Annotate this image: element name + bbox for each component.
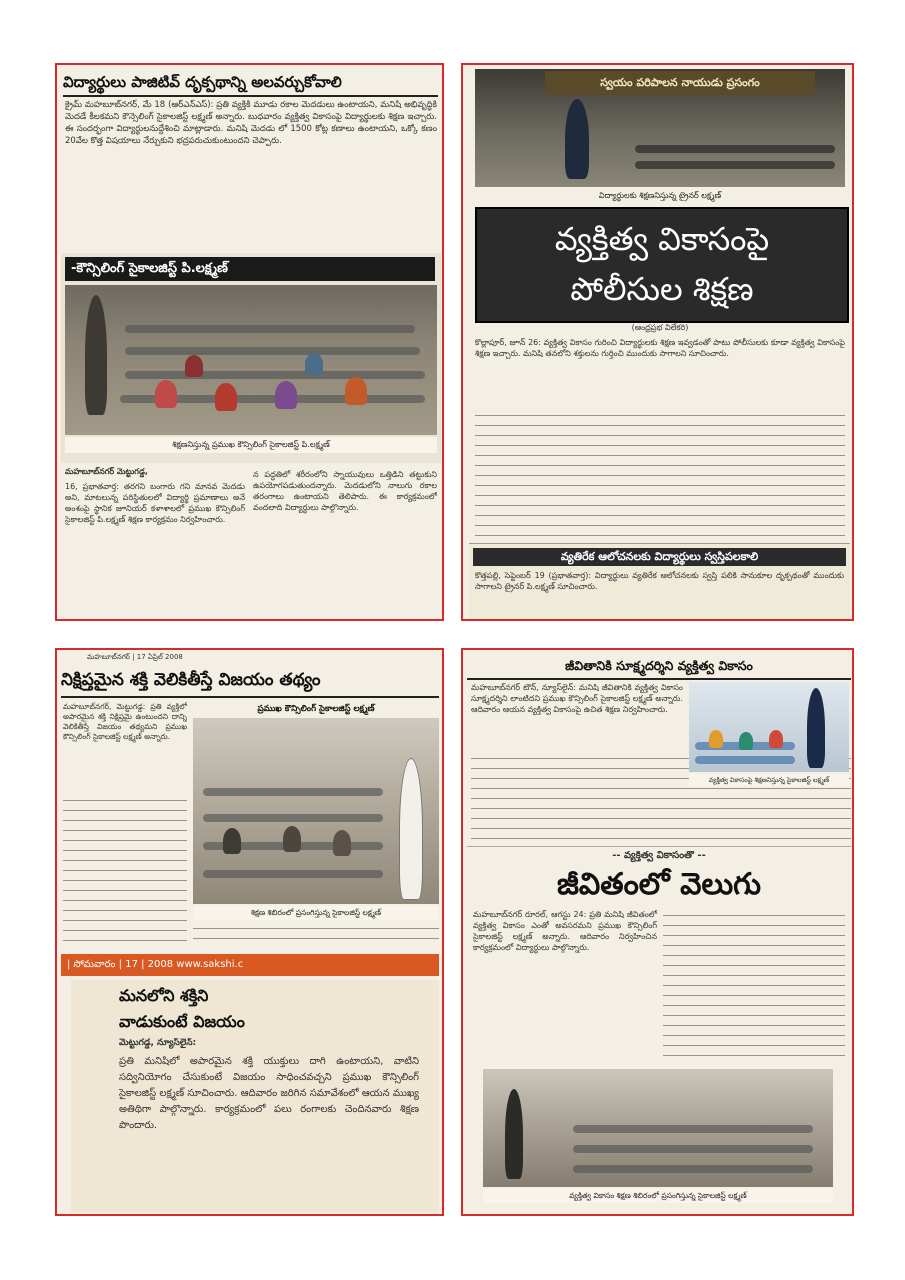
photo2-caption: వ్యక్తిత్వ వికాసం శిక్షణ శిబిరంలో ప్రసంగిస్తున్న సైకాలజిస్ట్ లక్ష్మణ్ [483,1189,833,1203]
headline-line1: వ్యక్తిత్వ వికాసంపై [554,220,770,258]
photo-caption: శిక్షణ శిబిరంలో ప్రసంగిస్తున్న సైకాలజిస్ట్ లక్ష్మణ్ [193,906,439,920]
seminar-photo [193,718,439,904]
source-line: (ఆంధ్రప్రభ విలేకరి) [631,323,689,332]
headline: నిక్షిప్తమైన శక్తి వెలికితీస్తే విజయం తథ్యం [61,664,439,698]
photo-label: ప్రముఖ కౌన్సిలింగ్ సైకాలజిస్ట్ లక్ష్మణ్ [257,704,375,714]
training-photo [689,682,849,772]
clipping-panel-bottom-left [55,648,444,1216]
article-body2-lines [663,909,845,1059]
photo-clipping [61,253,441,463]
article-body-lines [63,794,187,946]
stage-banner: స్వయం పరిపాలన నాయుడు ప్రసంగం [545,71,815,95]
clipping-panel-top-left [55,63,444,621]
top-strip: మహబూబ్‌నగర్ | 17 ఏప్రిల్ 2008 [87,653,183,661]
article-body-col2: న పద్ధతిలో శరీరంలోని స్నాయువులు ఒత్తిడిని తట్టుకుని ఉపయోగపడుతుందన్నారు. మెదడులోని నాలుగు రకాల తరంగాలు ఉంటాయని తెలిపారు. ఈ కార్యక్రమంలో వందలాది విద్యార్థులు పాల్గొన్నారు. [253,470,437,512]
seminar-photo [65,285,437,435]
headline-box [475,207,849,323]
sub-body: కొత్తపల్లి, సెప్టెంబర్ 19 (ప్రభాతవార్త): విద్యార్థులు వ్యతిరేక ఆలోచనలకు స్వస్తి పలికి సానుకూల దృక్పథంతో ముందుకు సాగాలని ట్రైనర్ పి.లక్ష్మణ్ సూచించారు. [475,571,844,591]
classroom-photo [483,1069,833,1187]
headline: విద్యార్థులు పాజిటివ్ దృక్పథాన్ని అలవర్చుకోవాలి [63,69,438,97]
article-body-lines-2 [193,922,439,946]
headline-line2: పోలీసుల శిక్షణ [570,270,754,308]
second-clipping [467,846,851,1213]
article-body-col1: 16, ప్రభాతవార్త: తరగని బంగారు గని మానవ మెదడు అని, మాటలున్న పరిస్థితులలో విద్యార్థి ప్రమాణాలు అనే అంశంపై స్థానిక జూనియర్ కళాశాలలో ప్రముఖ కౌన్సిలింగ్ సైకాలజిస్ట్ పి.లక్ష్మణ్ శిక్షణ కార్యక్రమం నిర్వహించారు. [65,482,245,524]
headline: జీవితానికి సూక్ష్మదర్శిని వ్యక్తిత్వ వికాసం [467,654,851,680]
article-body: మహబూబ్‌నగర్ టౌన్, న్యూస్‌లైన్: మనిషి జీవితానికి వ్యక్తిత్వ వికాసం సూక్ష్మదర్శిని లాంటిదని ప్రముఖ కౌన్సిలింగ్ సైకాలజిస్ట్ లక్ష్మణ్ అన్నారు. ఆదివారం ఆయన వ్యక్తిత్వ వికాసంపై ఉచిత శిక్షణ నిర్వహించారు. [471,683,683,714]
kicker: -- వ్యక్తిత్వ వికాసంతో -- [612,851,706,861]
headline2-line1: మనలోని శక్తిని [119,986,209,1005]
photo-caption: విద్యార్థులకు శిక్షణనిస్తున్న ట్రైనర్ లక్ష్మణ్ [475,189,845,203]
sub-headline: వ్యతిరేక ఆలోచనలకు విద్యార్థులు స్వస్తిపలకాలి [473,548,846,566]
photo-caption: శిక్షణనిస్తున్న ప్రముఖ కౌన్సిలింగ్ సైకాలజిస్ట్ పి.లక్ష్మణ్ [65,437,437,453]
article-body2: ప్రతి మనిషిలో అపారమైన శక్తి యుక్తులు దాగి ఉంటాయని, వాటిని సద్వినియోగం చేసుకుంటే విజయం సాధించవచ్చని ప్రముఖ కౌన్సిలింగ్ సైకాలజిస్ట్ లక్ష్మణ్ సూచించారు. ఆదివారం జరిగిన సమావేశంలో ఆయన ముఖ్య అతిథిగా పాల్గొన్నారు. కార్యక్రమంలో పలు రంగాలకు చెందినవారు శిక్షణ పొందారు. [119,1056,419,1131]
article-body2: మహబూబ్‌నగర్ రూరల్, ఆగస్టు 24: ప్రతి మనిషి జీవితంలో వ్యక్తిత్వ వికాసం ఎంతో అవసరమని ప్రముఖ కౌన్సిలింగ్ సైకాలజిస్ట్ లక్ష్మణ్ అన్నారు. ఆదివారం నిర్వహించిన కార్యక్రమంలో విద్యార్థులు పాల్గొన్నారు. [473,910,657,952]
stage-photo [475,69,845,187]
banner-title: -కౌన్సిలింగ్ సైకాలజిస్ట్ పి.లక్ష్మణ్ [65,257,435,281]
article-body: కొల్లాపూర్, జూన్ 26: వ్యక్తిత్వ వికాసం గురించి విద్యార్థులకు శిక్షణ ఇవ్వడంతో పాటు పోలీసులకు కూడా వ్యక్తిత్వ వికాసంపై శిక్షణ ఇచ్చారు. మనిషి తనలోని శక్తులను గుర్తించి ముందుకు సాగాలని సూచించారు. [475,338,845,358]
masthead: | సోమవారం | 17 | 2008 www.sakshi.c [61,954,439,976]
article-body: క్రైమ్ మహబూబ్‌నగర్, మే 18 (ఆర్‌ఎన్‌ఎస్): ప్రతి వ్యక్తికి మూడు రకాల మెదడులు ఉంటాయని, మనిషి అభివృద్ధికి మెదడే కీలకమని కౌన్సెలింగ్ సైకాలజిస్ట్ లక్ష్మణ్ అన్నారు. బుధవారం వ్యక్తిత్వ వికాసంపై విద్యార్థులకు శిక్షణ ఇచ్చారు. ఈ సందర్భంగా విద్యార్థులనుద్దేశించి మాట్లాడారు. మనిషి మెదడు లో 1500 కోట్ల కణాలు ఉంటాయని, ఒక్కో కణం 20వేల కొత్త విషయాలు నేర్చుకుని భద్రపరుచుకుంటుందని చెప్పారు. [65,100,437,146]
clipping-panel-top-right [461,63,854,621]
headline2: జీవితంలో వెలుగు [557,867,761,902]
headline2-line2: వాడుకుంటే విజయం [119,1012,245,1031]
clipping-panel-bottom-right [461,648,854,1216]
sub-clipping [469,543,850,620]
dateline: మహబూబ్‌నగర్ మెట్టుగడ్డ, [65,467,148,476]
sakshi-clipping [71,980,439,1212]
dateline: మెట్టుగడ్డ, న్యూస్‌లైన్: [119,1038,197,1048]
article-body-left: మహబూబ్‌నగర్, మెట్టుగడ్డ: ప్రతి వ్యక్తిలో అపారమైన శక్తి నిక్షిప్తమై ఉంటుందని దాన్ని వెలికితీస్తే విజయం తథ్యమని ప్రముఖ కౌన్సిలింగ్ సైకాలజిస్ట్ లక్ష్మణ్ అన్నారు. [63,702,187,741]
photo-caption: వ్యక్తిత్వ వికాసంపై శిక్షణనిస్తున్న సైకాలజిస్ట్ లక్ష్మణ్ [689,774,849,786]
